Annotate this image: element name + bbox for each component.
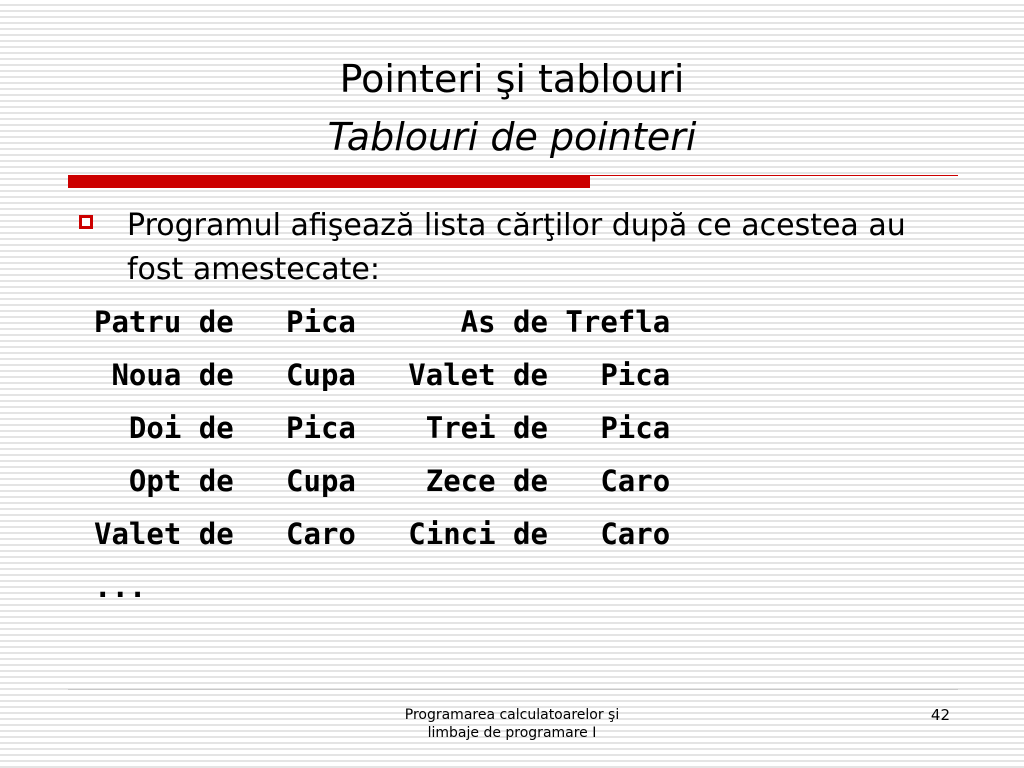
bullet-text: Programul afişează lista cărţilor după ce acestea au fost amestecate: [127, 208, 906, 287]
footer-course-title [372, 706, 652, 742]
code-line: Noua de Cupa Valet de Pica [94, 358, 671, 392]
footer-line-1: Programarea calculatoarelor şi [404, 707, 620, 723]
footer-divider [68, 689, 958, 690]
page-number: 42 [930, 706, 950, 724]
footer-line-2: limbaje de programare I [427, 725, 597, 741]
square-bullet-icon [79, 215, 93, 229]
code-line: Doi de Pica Trei de Pica [94, 411, 671, 445]
slide-title: Pointeri şi tablouri [339, 57, 685, 101]
title-divider-thick [68, 175, 590, 188]
slide-subtitle: Tablouri de pointeri [327, 115, 697, 159]
code-ellipsis: ... [94, 570, 147, 604]
title-divider-thin [590, 175, 958, 176]
code-line: Valet de Caro Cinci de Caro [94, 517, 671, 551]
code-line: Opt de Cupa Zece de Caro [94, 464, 671, 498]
code-line: Patru de Pica As de Trefla [94, 305, 671, 339]
